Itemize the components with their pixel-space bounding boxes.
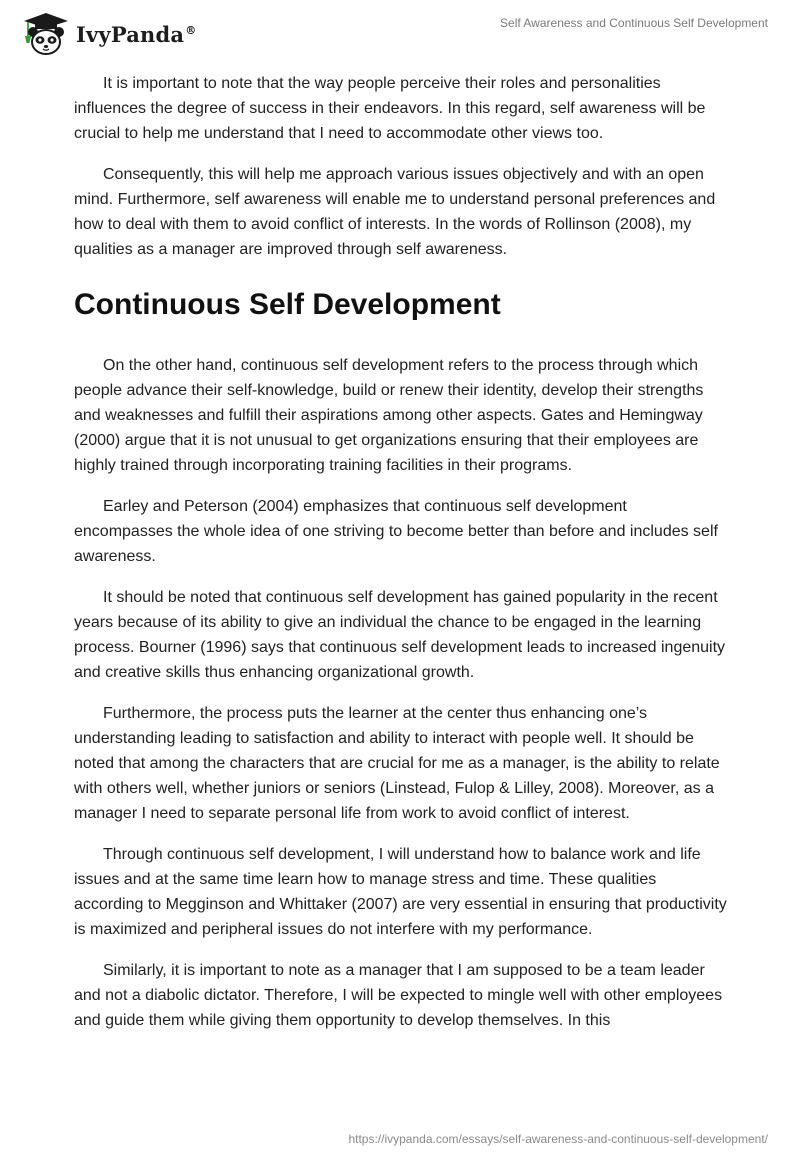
essay-body: [74, 71, 730, 1049]
document-title: Self Awareness and Continuous Self Development: [500, 16, 768, 30]
paragraph: Furthermore, the process puts the learner at the center thus enhancing one’s understanding leading to satisfaction and ability to interact with people well. It should be noted that among the characters that are crucial for me as a manager, is the ability to relate with others well, whether juniors or seniors (Linstead, Fulop & Lilley, 2008). Moreover, as a manager I need to separate personal life from work to avoid conflict of interest.: [74, 705, 720, 822]
paragraph: Similarly, it is important to note as a manager that I am supposed to be a team leader and not a diabolic dictator. Therefore, I will be expected to mingle well with other employees and guide them while giving them opportunity to develop themselves. In this: [74, 962, 723, 1029]
brand-name: IvyPanda®: [76, 21, 197, 47]
paragraph: Consequently, this will help me approach various issues objectively and with an open mind. Furthermore, self awareness will enable me to understand personal preferences and how to deal with them to avoid conflict of interests. In the words of Rollinson (2008), my qualities as a manager are improved through self awareness.: [74, 166, 716, 258]
page-header: [0, 0, 800, 60]
paragraph: Earley and Peterson (2004) emphasizes that continuous self development encompasses the whole idea of one striving to become better than before and includes self awareness.: [74, 498, 718, 565]
source-url-link[interactable]: https://ivypanda.com/essays/self-awareness-and-continuous-self-development/: [348, 1132, 768, 1146]
paragraph: It should be noted that continuous self development has gained popularity in the recent years because of its ability to give an individual the chance to be engaged in the learning process. Bourner (1996) says that continuous self development leads to increased ingenuity and creative skills thus enhancing organizational growth.: [74, 589, 726, 681]
brand-logo[interactable]: [16, 10, 196, 56]
section-heading: Continuous Self Development: [74, 288, 501, 321]
paragraph: On the other hand, continuous self development refers to the process through which people advance their self-knowledge, build or renew their identity, develop their strengths and weaknesses and fulfill their aspirations among other aspects. Gates and Hemingway (2000) argue that it is not unusual to get organizations ensuring that their employees are highly trained through incorporating training facilities in their programs.: [74, 357, 704, 474]
paragraph: It is important to note that the way people perceive their roles and personalities influences the degree of success in their endeavors. In this regard, self awareness will be crucial to help me understand that I need to accommodate other views too.: [74, 75, 706, 142]
panda-graduate-icon: [16, 10, 72, 56]
paragraph: Through continuous self development, I will understand how to balance work and life issues and at the same time learn how to manage stress and time. These qualities according to Megginson and Whittaker (2007) are very essential in ensuring that productivity is maximized and peripheral issues do not interfere with my performance.: [74, 846, 727, 938]
